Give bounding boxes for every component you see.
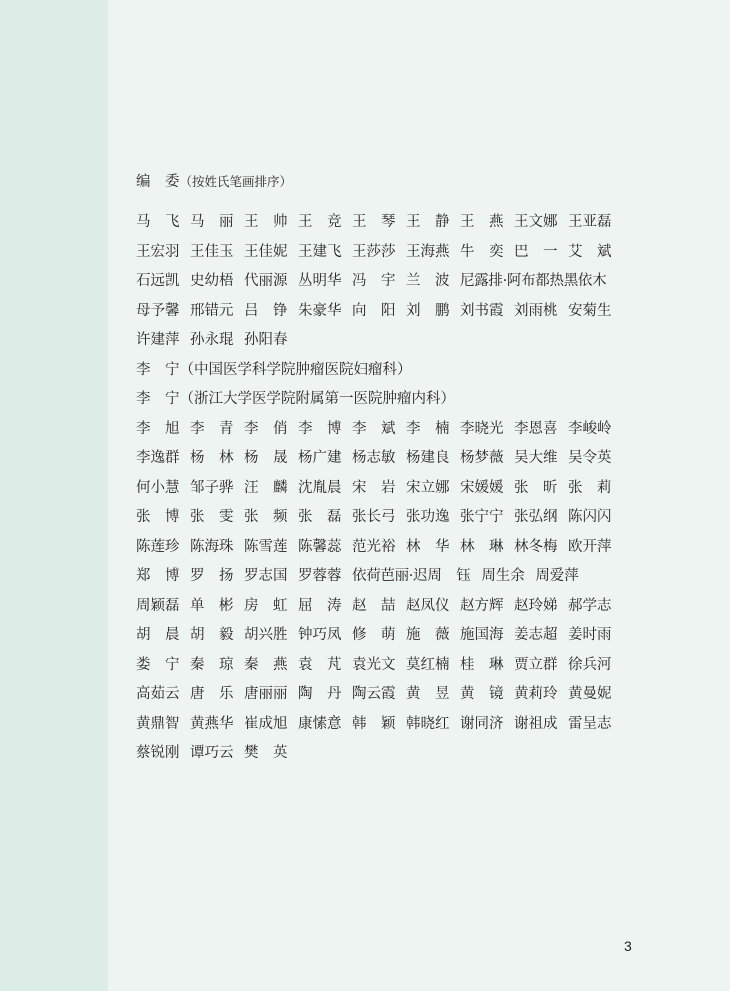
member-name: 赵玲娣	[514, 597, 558, 614]
member-name: 张 磊	[298, 509, 342, 526]
member-name: 唐 乐	[190, 686, 234, 703]
member-name: 赵方辉	[460, 597, 504, 614]
member-name: 黄燕华	[190, 715, 234, 732]
member-name: 刘 鹏	[406, 302, 450, 319]
member-name: 康愫意	[298, 715, 342, 732]
name-row	[136, 442, 616, 472]
member-name: 杨广建	[298, 450, 342, 467]
member-name: 张弘纲	[514, 509, 558, 526]
name-row	[136, 737, 616, 767]
member-name: 张 雯	[190, 509, 234, 526]
member-name: 王宏羽	[136, 243, 180, 260]
member-name: 李恩喜	[514, 420, 558, 437]
member-name: 蔡锐刚	[136, 745, 180, 762]
member-name: 林 琳	[460, 538, 504, 555]
heading-note: （按姓氏笔画排序）	[179, 174, 293, 189]
member-name: 沈胤晨	[298, 479, 342, 496]
name-row	[136, 649, 616, 679]
member-name: 陈莲珍	[136, 538, 180, 555]
member-name: 邹子骅	[190, 479, 234, 496]
member-name: 马 丽	[190, 214, 234, 231]
editorial-board-section	[136, 168, 616, 767]
member-name: 杨 晟	[244, 450, 288, 467]
member-name: 母予馨	[136, 302, 180, 319]
member-name: 宋媛媛	[460, 479, 504, 496]
member-name: 杨建良	[406, 450, 450, 467]
name-row	[136, 236, 616, 266]
member-name: 丛明华	[298, 273, 342, 290]
member-name: 唐丽丽	[244, 686, 288, 703]
member-name: 胡 晨	[136, 627, 180, 644]
member-name: 姜志超	[514, 627, 558, 644]
member-name: 吴令英	[568, 450, 612, 467]
member-name: 欧开萍	[568, 538, 612, 555]
name-row	[136, 531, 616, 561]
member-name: 林 华	[406, 538, 450, 555]
member-name: 郝学志	[568, 597, 612, 614]
affiliation-line: 李 宁（中国医学科学院肿瘤医院妇瘤科）	[136, 361, 412, 378]
name-row	[136, 324, 616, 354]
name-row	[136, 295, 616, 325]
member-name: 杨 林	[190, 450, 234, 467]
member-name: 周生余	[481, 568, 525, 585]
member-name: 赵 喆	[352, 597, 396, 614]
member-name: 杨梦薇	[460, 450, 504, 467]
member-name: 杨志敏	[352, 450, 396, 467]
member-name: 罗志国	[244, 568, 288, 585]
member-name: 王 静	[406, 214, 450, 231]
member-name: 李 旭	[136, 420, 180, 437]
member-name: 谢同济	[460, 715, 504, 732]
member-name: 王 竞	[298, 214, 342, 231]
member-name: 陈闪闪	[568, 509, 612, 526]
member-name: 黄鼎智	[136, 715, 180, 732]
affiliation-list	[136, 354, 616, 413]
member-name: 李 俏	[244, 420, 288, 437]
member-name: 孙永琨	[190, 332, 234, 349]
member-name: 张 频	[244, 509, 288, 526]
member-name: 朱豪华	[298, 302, 342, 319]
member-name: 屈 涛	[298, 597, 342, 614]
member-name: 钟巧凤	[298, 627, 342, 644]
name-list-2	[136, 413, 616, 767]
member-name: 赵凤仪	[406, 597, 450, 614]
member-name: 孙阳春	[244, 332, 288, 349]
member-name: 谢祖成	[514, 715, 558, 732]
member-name: 冯 宇	[352, 273, 396, 290]
member-name: 巴 一	[514, 243, 558, 260]
member-name: 黄曼妮	[568, 686, 612, 703]
member-name: 黄莉玲	[514, 686, 558, 703]
member-name: 吕 铮	[244, 302, 288, 319]
name-row	[136, 560, 616, 590]
member-name: 王 燕	[460, 214, 504, 231]
member-name: 马 飞	[136, 214, 180, 231]
member-name: 王海燕	[406, 243, 450, 260]
member-name: 王 琴	[352, 214, 396, 231]
member-name: 兰 波	[406, 273, 450, 290]
member-name: 李晓光	[460, 420, 504, 437]
member-name: 王佳玉	[190, 243, 234, 260]
affiliation-line: 李 宁（浙江大学医学院附属第一医院肿瘤内科）	[136, 391, 455, 408]
member-name: 胡兴胜	[244, 627, 288, 644]
member-name: 向 阳	[352, 302, 396, 319]
member-name: 张长弓	[352, 509, 396, 526]
member-name: 韩 颖	[352, 715, 396, 732]
member-name: 刘书霞	[460, 302, 504, 319]
member-name: 李 楠	[406, 420, 450, 437]
name-row	[136, 413, 616, 443]
member-name: 周 钰	[427, 568, 471, 585]
member-name: 徐兵河	[568, 656, 612, 673]
member-name: 范光裕	[352, 538, 396, 555]
member-name: 吴大维	[514, 450, 558, 467]
member-name: 王 帅	[244, 214, 288, 231]
member-name: 桂 琳	[460, 656, 504, 673]
name-row	[136, 708, 616, 738]
name-row	[136, 590, 616, 620]
member-name: 黄 镜	[460, 686, 504, 703]
member-name: 李 斌	[352, 420, 396, 437]
member-name: 谭巧云	[190, 745, 234, 762]
member-name: 李峻岭	[568, 420, 612, 437]
name-row	[136, 678, 616, 708]
member-name: 袁光文	[352, 656, 396, 673]
heading-label: 编 委	[136, 174, 180, 190]
member-name: 高茹云	[136, 686, 180, 703]
member-name: 陶云霞	[352, 686, 396, 703]
member-name: 尼露排·阿布都热黑依木	[460, 273, 607, 290]
name-row	[136, 501, 616, 531]
member-name: 郑 博	[136, 568, 180, 585]
member-name: 施国海	[460, 627, 504, 644]
member-name: 秦 燕	[244, 656, 288, 673]
member-name: 莫红楠	[406, 656, 450, 673]
member-name: 陈馨蕊	[298, 538, 342, 555]
member-name: 单 彬	[190, 597, 234, 614]
member-name: 张 博	[136, 509, 180, 526]
member-name: 汪 麟	[244, 479, 288, 496]
member-name: 张宁宁	[460, 509, 504, 526]
member-name: 黄 昱	[406, 686, 450, 703]
member-name: 王亚磊	[568, 214, 612, 231]
member-name: 陈雪莲	[244, 538, 288, 555]
member-name: 罗蓉蓉	[298, 568, 342, 585]
name-row	[136, 619, 616, 649]
member-name: 房 虹	[244, 597, 288, 614]
member-name: 修 萌	[352, 627, 396, 644]
member-name: 李逸群	[136, 450, 180, 467]
member-name: 娄 宁	[136, 656, 180, 673]
member-name: 安菊生	[568, 302, 612, 319]
member-name: 罗 扬	[190, 568, 234, 585]
name-list-1	[136, 206, 616, 354]
member-name: 秦 琼	[190, 656, 234, 673]
member-name: 宋立娜	[406, 479, 450, 496]
member-name: 袁 芃	[298, 656, 342, 673]
member-name: 李 青	[190, 420, 234, 437]
member-name: 依荷芭丽·迟	[352, 568, 428, 585]
member-name: 林冬梅	[514, 538, 558, 555]
member-name: 何小慧	[136, 479, 180, 496]
member-name: 刘雨桃	[514, 302, 558, 319]
member-name: 胡 毅	[190, 627, 234, 644]
page-number: 3	[624, 938, 632, 954]
name-row	[136, 206, 616, 236]
member-name: 石远凯	[136, 273, 180, 290]
member-name: 雷呈志	[568, 715, 612, 732]
member-name: 牛 奕	[460, 243, 504, 260]
member-name: 韩晓红	[406, 715, 450, 732]
member-name: 张功逸	[406, 509, 450, 526]
section-heading	[136, 168, 616, 196]
member-name: 陶 丹	[298, 686, 342, 703]
side-color-band	[0, 0, 108, 991]
member-name: 代丽源	[244, 273, 288, 290]
member-name: 周颖磊	[136, 597, 180, 614]
member-name: 王文娜	[514, 214, 558, 231]
member-name: 陈海珠	[190, 538, 234, 555]
member-name: 王建飞	[298, 243, 342, 260]
member-name: 史幼梧	[190, 273, 234, 290]
member-name: 宋 岩	[352, 479, 396, 496]
member-name: 张 昕	[514, 479, 558, 496]
member-name: 姜时雨	[568, 627, 612, 644]
member-name: 贾立群	[514, 656, 558, 673]
member-name: 王佳妮	[244, 243, 288, 260]
member-name: 王莎莎	[352, 243, 396, 260]
member-name: 周爱萍	[535, 568, 579, 585]
name-row	[136, 472, 616, 502]
member-name: 张 莉	[568, 479, 612, 496]
member-name: 施 薇	[406, 627, 450, 644]
member-name: 李 博	[298, 420, 342, 437]
member-name: 崔成旭	[244, 715, 288, 732]
member-name: 樊 英	[244, 745, 288, 762]
member-name: 邢错元	[190, 302, 234, 319]
member-name: 许建萍	[136, 332, 180, 349]
member-name: 艾 斌	[568, 243, 612, 260]
name-row	[136, 265, 616, 295]
